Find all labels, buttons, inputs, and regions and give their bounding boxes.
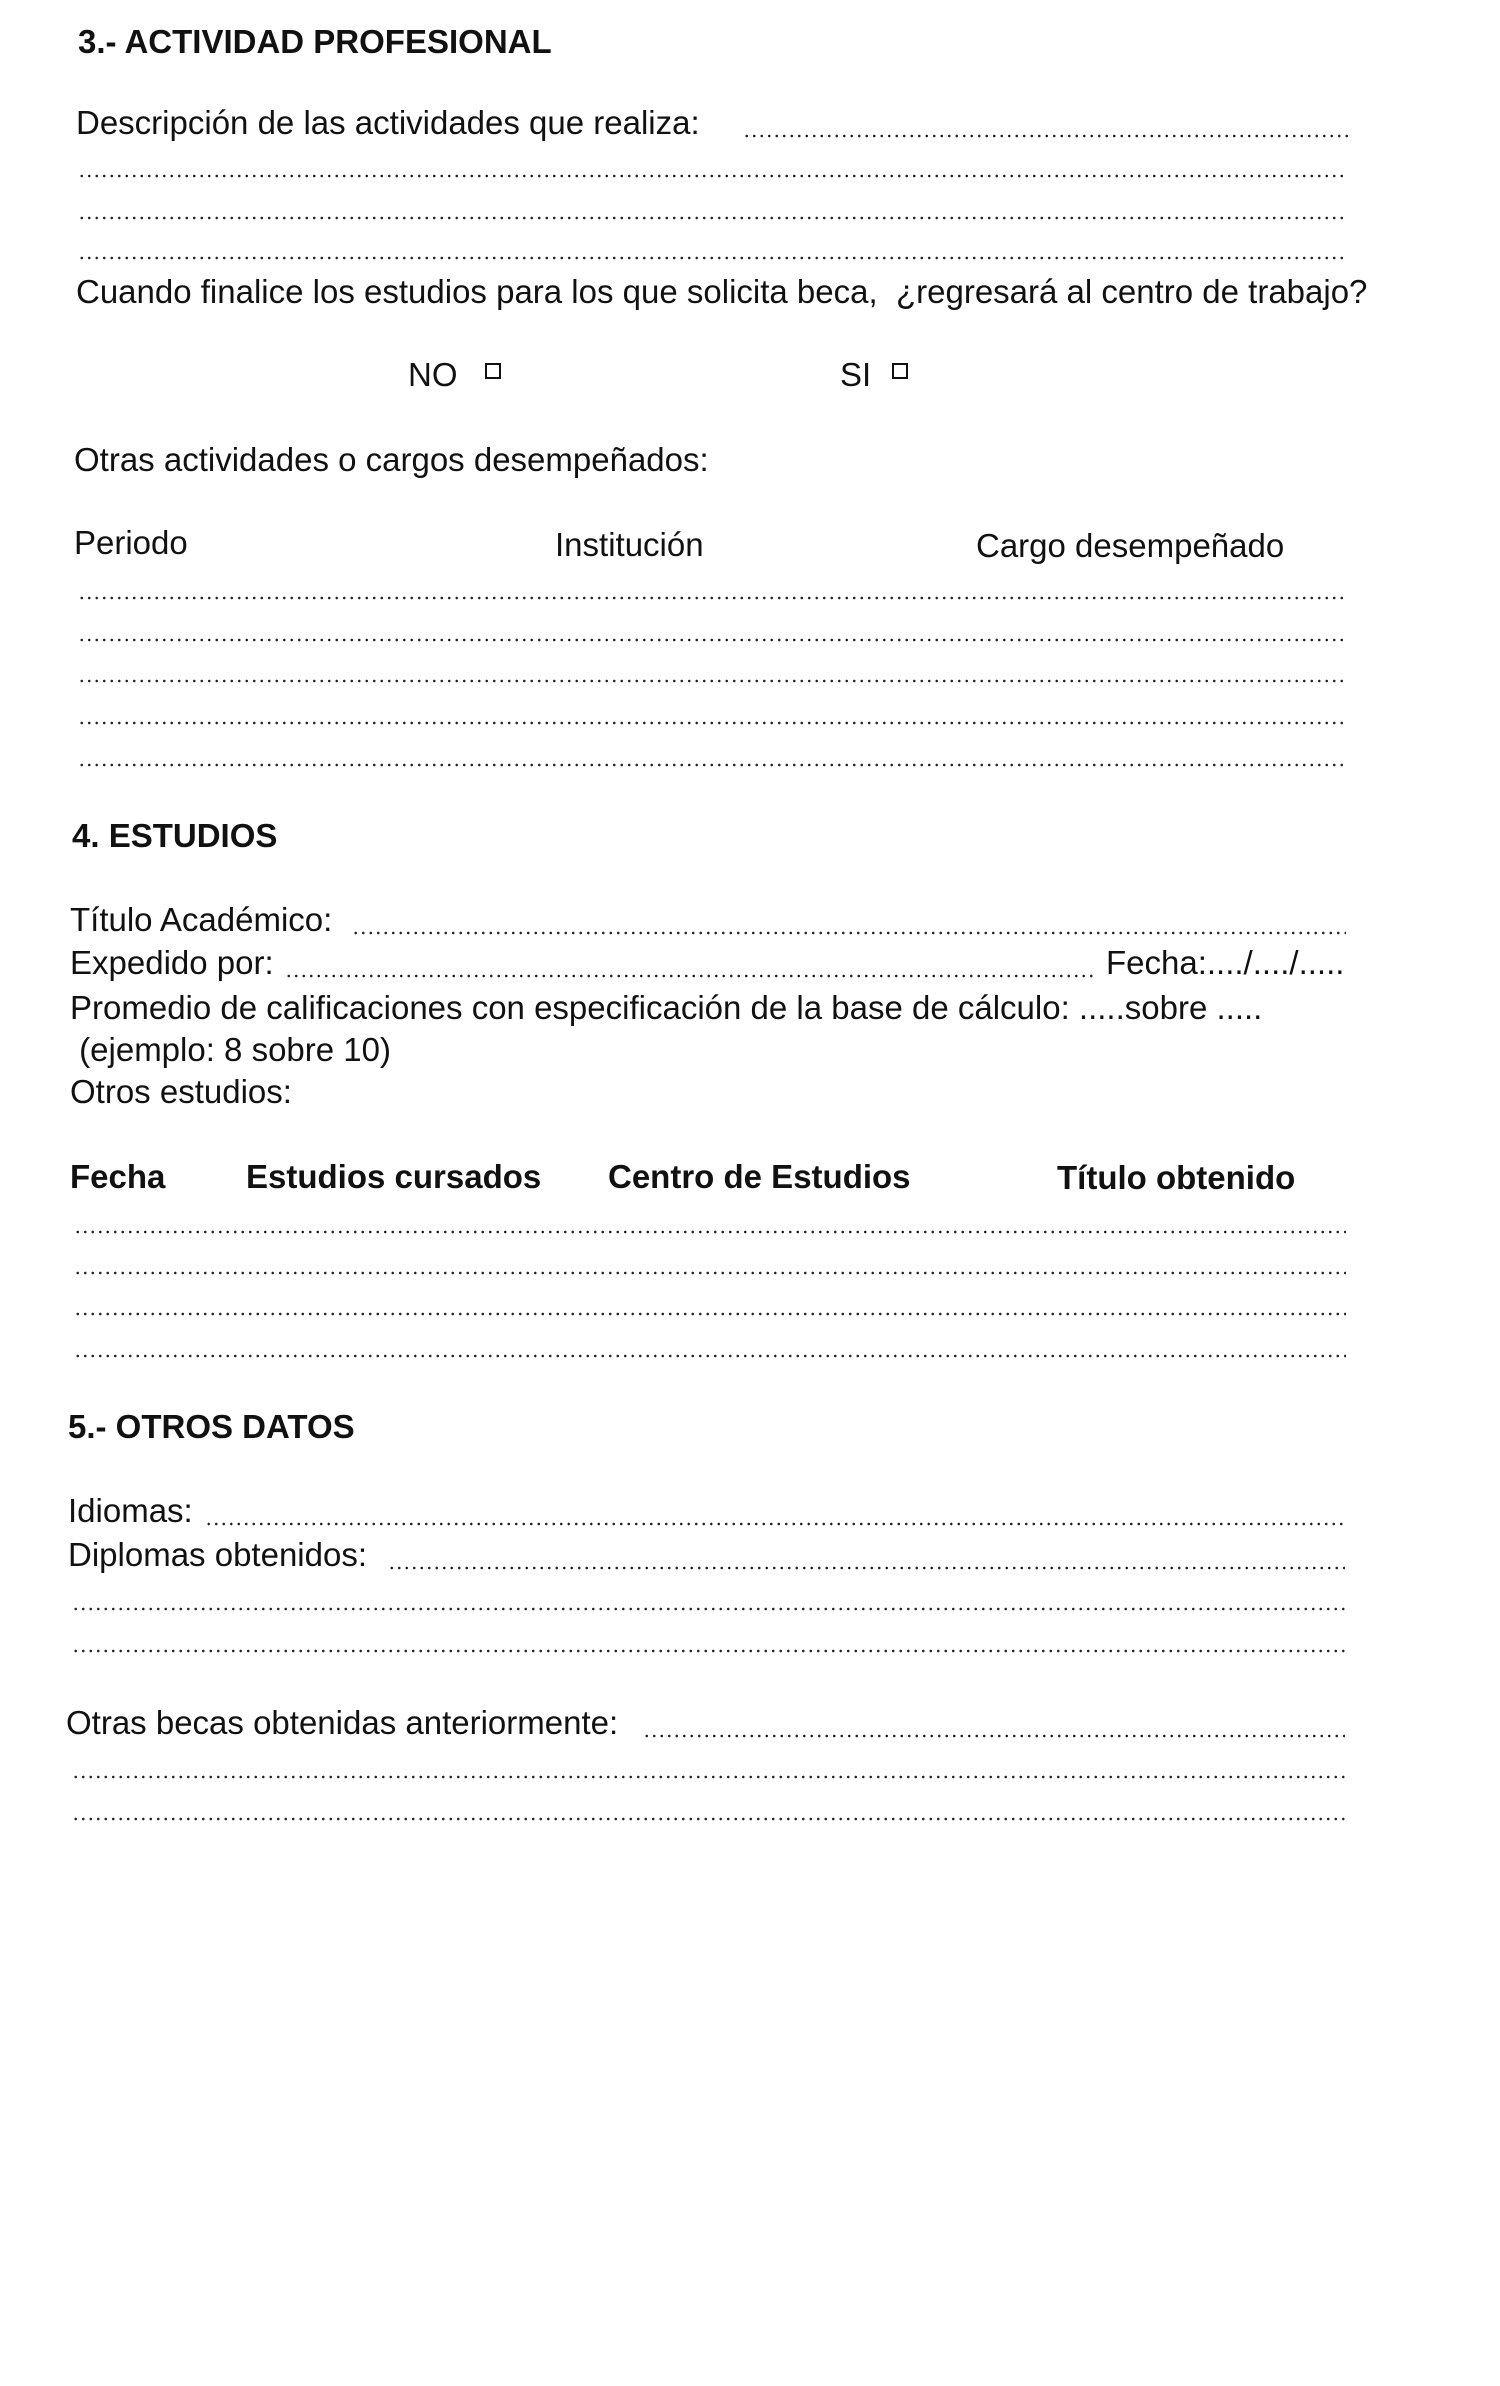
activity-row-3[interactable]	[78, 679, 1348, 683]
estudios-row-1[interactable]	[74, 1230, 1346, 1234]
activity-row-5[interactable]	[78, 763, 1348, 767]
promedio-label: Promedio de calificaciones con especificación de la base de cálculo: .....sobre .....	[70, 989, 1263, 1026]
diplomas-line-2[interactable]	[72, 1607, 1345, 1611]
estudios-row-3[interactable]	[74, 1312, 1346, 1316]
option-no-checkbox[interactable]	[485, 363, 501, 379]
column-institucion: Institución	[555, 526, 704, 563]
diplomas-field[interactable]	[388, 1566, 1345, 1570]
idiomas-field[interactable]	[205, 1522, 1345, 1526]
description-label: Descripción de las actividades que realiza:	[76, 104, 700, 141]
expedido-field[interactable]	[285, 974, 1097, 978]
description-line-3[interactable]	[78, 216, 1348, 220]
other-activities-label: Otras actividades o cargos desempeñados:	[74, 441, 709, 478]
titulo-label: Título Académico:	[70, 901, 333, 938]
otros-estudios-label: Otros estudios:	[70, 1073, 292, 1110]
becas-line-2[interactable]	[72, 1775, 1345, 1779]
diplomas-line-3[interactable]	[72, 1649, 1345, 1653]
fecha-label: Fecha:..../..../.....	[1106, 944, 1345, 981]
option-si-label: SI	[840, 356, 872, 393]
estudios-row-2[interactable]	[74, 1271, 1346, 1275]
activity-row-2[interactable]	[78, 638, 1348, 642]
return-question: Cuando finalice los estudios para los que solicita beca, ¿regresará al centro de trabajo?	[76, 273, 1368, 310]
becas-field[interactable]	[643, 1734, 1345, 1738]
titulo-field[interactable]	[352, 931, 1346, 935]
activity-row-1[interactable]	[78, 596, 1348, 600]
column-titulo-obtenido: Título obtenido	[1057, 1159, 1296, 1196]
column-cargo: Cargo desempeñado	[976, 527, 1285, 564]
option-no-label: NO	[408, 356, 458, 393]
option-si-checkbox[interactable]	[892, 363, 908, 379]
section-3-title: 3.- ACTIVIDAD PROFESIONAL	[78, 23, 552, 60]
description-field[interactable]	[743, 134, 1348, 138]
promedio-example: (ejemplo: 8 sobre 10)	[70, 1031, 391, 1068]
diplomas-label: Diplomas obtenidos:	[68, 1536, 367, 1573]
becas-label: Otras becas obtenidas anteriormente:	[66, 1704, 619, 1741]
expedido-label: Expedido por:	[70, 944, 274, 981]
idiomas-label: Idiomas:	[68, 1492, 193, 1529]
column-fecha: Fecha	[70, 1158, 166, 1195]
description-line-4[interactable]	[78, 256, 1348, 260]
column-estudios-cursados: Estudios cursados	[246, 1158, 542, 1195]
section-4-title: 4. ESTUDIOS	[72, 817, 278, 854]
estudios-row-4[interactable]	[74, 1354, 1346, 1358]
description-line-2[interactable]	[78, 174, 1348, 178]
activity-row-4[interactable]	[78, 721, 1348, 725]
becas-line-3[interactable]	[72, 1817, 1345, 1821]
column-centro-estudios: Centro de Estudios	[608, 1158, 911, 1195]
section-5-title: 5.- OTROS DATOS	[68, 1408, 355, 1445]
column-periodo: Periodo	[74, 524, 188, 561]
